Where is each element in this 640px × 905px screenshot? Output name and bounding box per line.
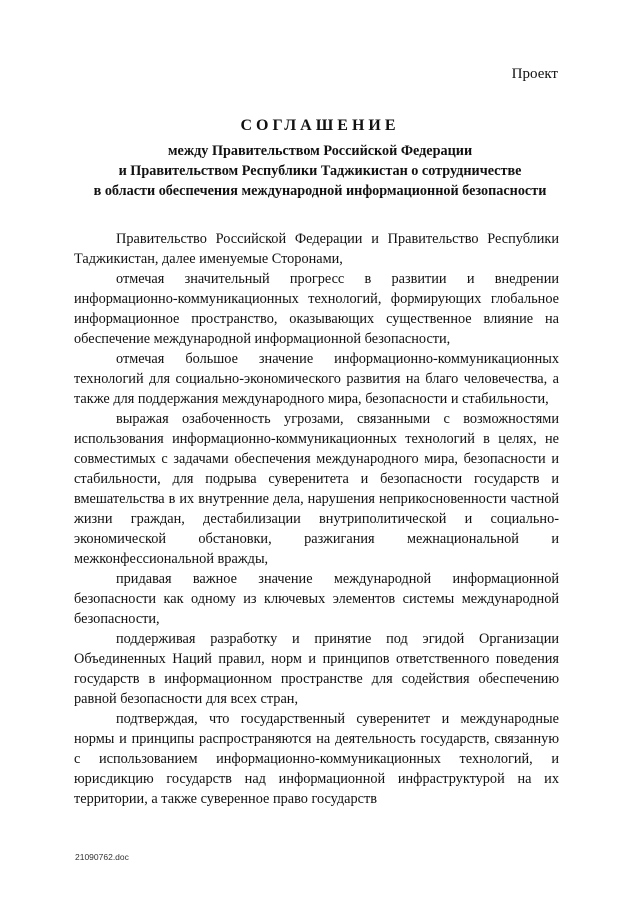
subtitle-line: и Правительством Республики Таджикистан о сотрудничестве <box>118 163 522 179</box>
subtitle-line: в области обеспечения международной информационной безопасности <box>93 183 547 199</box>
body-paragraph: отмечая значительный прогресс в развитии и внедрении информационно-коммуникационных технологий, формирующих глобальное информационное пространство, оказывающих существенное влияние на обеспечение международной информационной безопасности, <box>74 271 559 347</box>
footer-file-name: 21090762.doc <box>75 852 129 862</box>
body-paragraph: отмечая большое значение информационно-коммуникационных технологий для социально-экономического развития на благо человечества, а также для поддержания международного мира, безопасности и стабильности, <box>74 351 559 407</box>
document-body <box>74 229 559 809</box>
draft-status-label: Проект <box>511 66 558 82</box>
subtitle-line: между Правительством Российской Федерации <box>167 143 473 159</box>
document-subtitle <box>40 141 600 201</box>
body-paragraph: подтверждая, что государственный суверенитет и международные нормы и принципы распространяются на деятельность государств, связанную с использованием информационно-коммуникационных технологий, и юрисдикцию государств над информационной инфраструктурой на их территории, а также суверенное право государств <box>74 711 559 807</box>
body-paragraph: выражая озабоченность угрозами, связанными с возможностями использования информационно-коммуникационных технологий в целях, не совместимых с задачами обеспечения международного мира, безопасности и стабильности, для подрыва суверенитета и безопасности государств и вмешательства в их внутренние дела, нарушения неприкосновенности частной жизни граждан, дестабилизации внутриполитической и социально-экономической обстановки, разжигания межнациональной и межконфессиональной вражды, <box>74 411 559 567</box>
body-paragraph: Правительство Российской Федерации и Правительство Республики Таджикистан, далее именуемые Сторонами, <box>74 231 559 267</box>
document-title: СОГЛАШЕНИЕ <box>240 117 400 134</box>
body-paragraph: придавая важное значение международной информационной безопасности как одному из ключевых элементов системы международной безопасности, <box>74 571 559 627</box>
body-paragraph: поддерживая разработку и принятие под эгидой Организации Объединенных Наций правил, норм и принципов ответственного поведения государств в информационном пространстве для содействия обеспечению равной безопасности для всех стран, <box>74 631 559 707</box>
